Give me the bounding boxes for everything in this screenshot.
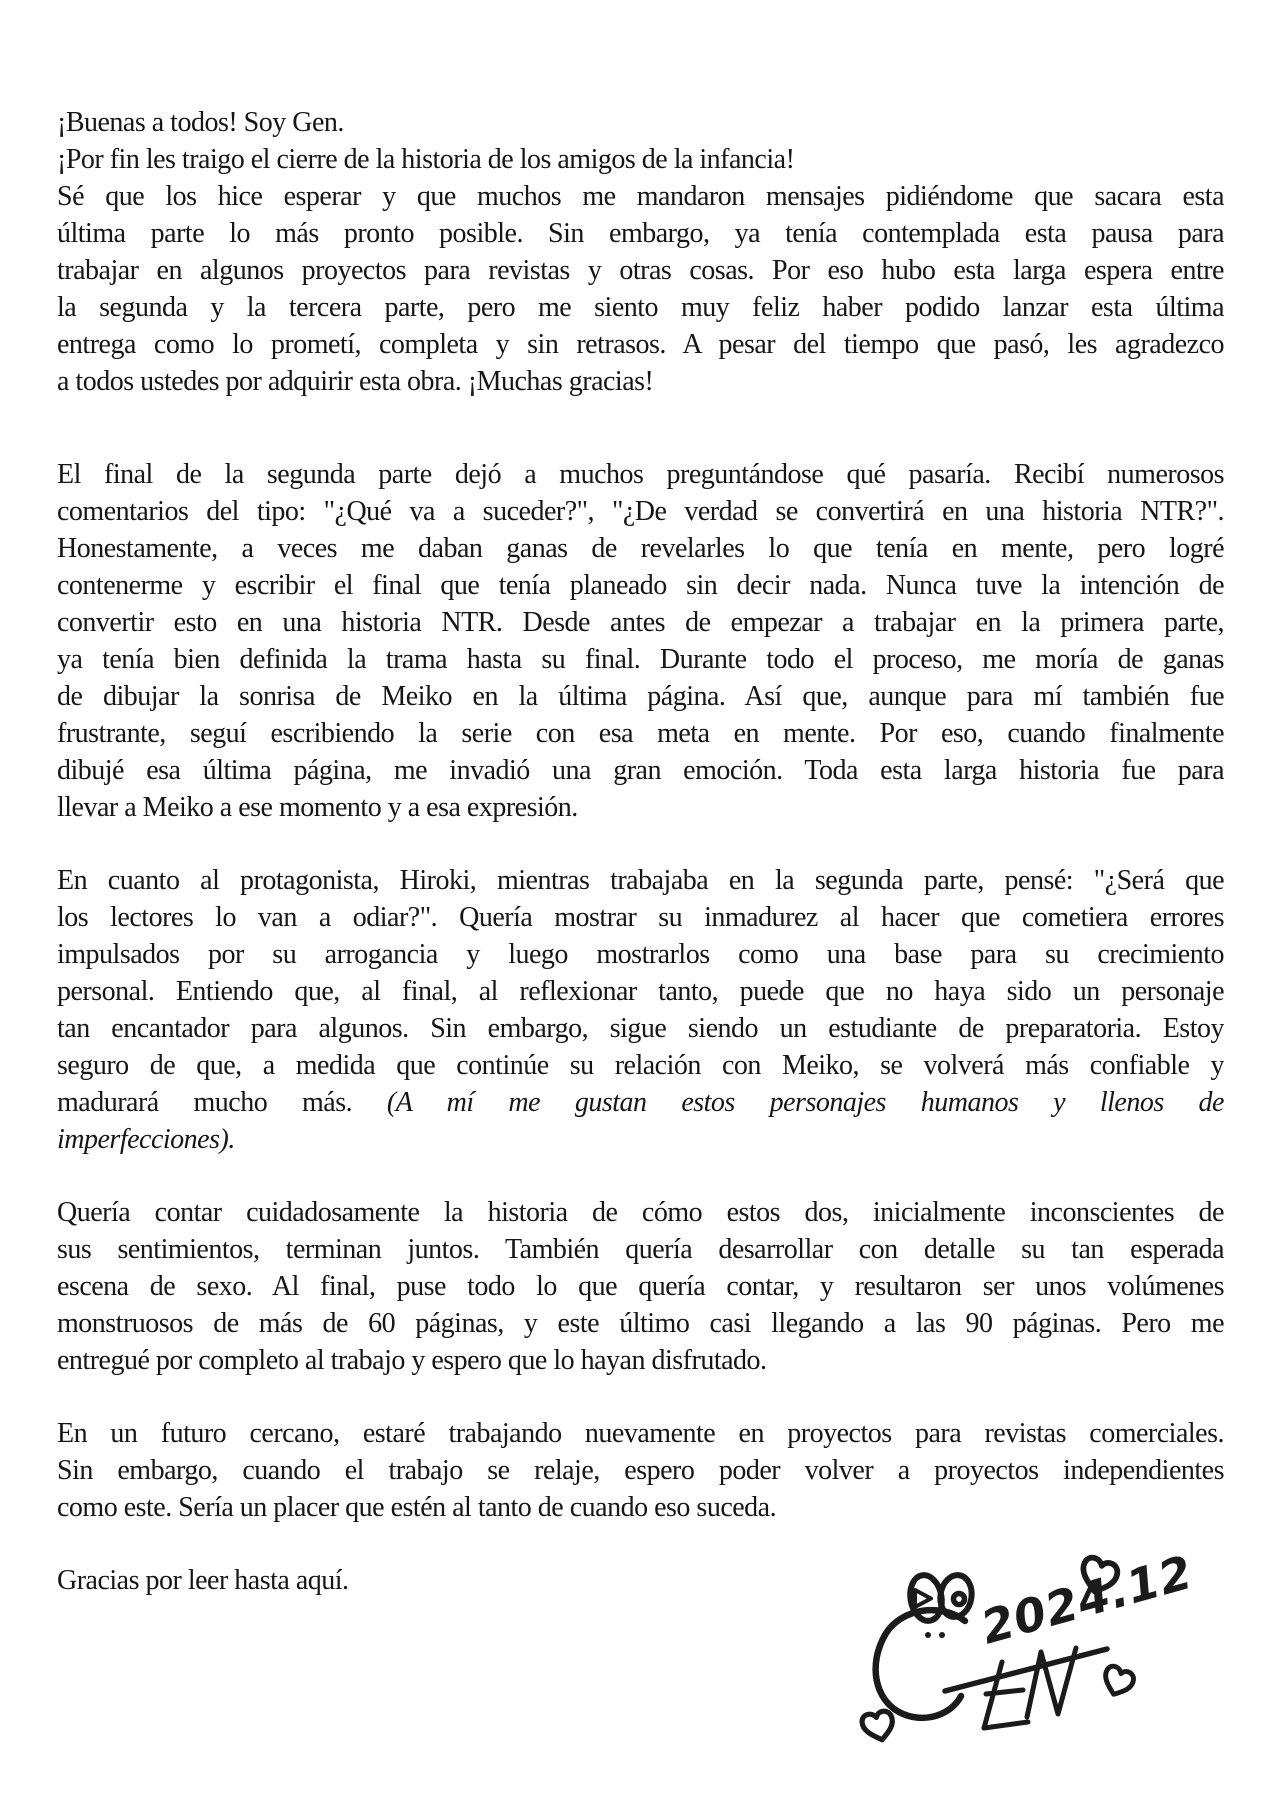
- text-run: madurará mucho más.: [57, 1087, 387, 1118]
- text-line: [57, 1489, 1224, 1526]
- text-run: personal. Entiendo que, al final, al reflexionar tanto, puede que no haya sido un personaje: [57, 976, 1224, 1007]
- text-line: [57, 1047, 1224, 1084]
- text-line: [57, 104, 1224, 141]
- text-line: [57, 1194, 1224, 1231]
- text-line: [57, 252, 1224, 289]
- text-run: ¡Por fin les traigo el cierre de la historia de los amigos de la infancia!: [57, 144, 795, 175]
- text-run: a todos ustedes por adquirir esta obra. ¡Muchas gracias!: [57, 366, 654, 397]
- text-line: [57, 1342, 1224, 1379]
- text-run-italic: imperfecciones).: [57, 1124, 235, 1155]
- text-run: contenerme y escribir el final que tenía planeado sin decir nada. Nunca tuve la intención de: [57, 570, 1224, 601]
- text-line: [57, 326, 1224, 363]
- text-line: [57, 178, 1224, 215]
- text-line: [57, 1231, 1224, 1268]
- text-line: [57, 567, 1224, 604]
- text-line: [57, 789, 1224, 826]
- text-run: En un futuro cercano, estaré trabajando nuevamente en proyectos para revistas comerciales.: [57, 1418, 1224, 1449]
- signature-crossbar-stroke: [945, 1649, 1107, 1691]
- text-run: comentarios del tipo: "¿Qué va a suceder?", "¿De verdad se convertirá en una historia NTR?".: [57, 496, 1224, 527]
- text-run: Quería contar cuidadosamente la historia de cómo estos dos, inicialmente inconscientes de: [57, 1197, 1224, 1228]
- paragraph-3: [57, 862, 1224, 1158]
- text-line: [57, 641, 1224, 678]
- paragraph-2: [57, 456, 1224, 826]
- text-run: tan encantador para algunos. Sin embargo, sigue siendo un estudiante de preparatoria. Estoy: [57, 1013, 1224, 1044]
- text-run-italic: (A mí me gustan estos personajes humanos y llenos de: [386, 1087, 1224, 1118]
- frog-head-g-curve: [876, 1610, 965, 1718]
- text-line: [57, 862, 1224, 899]
- text-run: convertir esto en una historia NTR. Desde antes de empezar a trabajar en la primera parte,: [57, 607, 1224, 638]
- text-line: [57, 678, 1224, 715]
- text-line: [57, 1305, 1224, 1342]
- text-run: Gracias por leer hasta aquí.: [57, 1565, 349, 1596]
- text-run: trabajar en algunos proyectos para revistas y otras cosas. Por eso hubo esta larga espera entre: [57, 255, 1224, 286]
- artist-signature: [795, 1545, 1215, 1780]
- heart-icon: [861, 1710, 896, 1743]
- text-line: [57, 604, 1224, 641]
- frog-eye-dot: [925, 1632, 931, 1638]
- text-line: [57, 752, 1224, 789]
- text-line: [57, 973, 1224, 1010]
- text-line: [57, 1415, 1224, 1452]
- text-run: Honestamente, a veces me daban ganas de revelarles lo que tenía en mente, pero logré: [57, 533, 1224, 564]
- text-run: seguro de que, a medida que continúe su relación con Meiko, se volverá más confiable y: [57, 1050, 1224, 1081]
- text-run: como este. Sería un placer que estén al tanto de cuando eso suceda.: [57, 1492, 777, 1523]
- text-run: los lectores lo van a odiar?". Quería mostrar su inmadurez al hacer que cometiera errores: [57, 902, 1224, 933]
- text-run: escena de sexo. Al final, puse todo lo que quería contar, y resultaron ser unos volúmenes: [57, 1271, 1224, 1302]
- text-line: [57, 289, 1224, 326]
- text-line: [57, 715, 1224, 752]
- signature-date: 2024.12: [975, 1545, 1199, 1655]
- text-run: ya tenía bien definida la trama hasta su final. Durante todo el proceso, me moría de ganas: [57, 644, 1224, 675]
- text-run: entregué por completo al trabajo y espero que lo hayan disfrutado.: [57, 1345, 767, 1376]
- text-run: llevar a Meiko a ese momento y a esa expresión.: [57, 792, 578, 823]
- frog-left-pupil-triangle: [915, 1590, 931, 1607]
- text-run: Sin embargo, cuando el trabajo se relaje, espero poder volver a proyectos independientes: [57, 1455, 1224, 1486]
- text-run: impulsados por su arrogancia y luego mostrarlos como una base para su crecimiento: [57, 939, 1224, 970]
- frog-right-pupil-ring: [954, 1594, 965, 1605]
- text-line: [57, 1121, 1224, 1158]
- text-line: [57, 1010, 1224, 1047]
- heart-icon: [1099, 1664, 1135, 1699]
- text-run: la segunda y la tercera parte, pero me siento muy feliz haber podido lanzar esta última: [57, 292, 1224, 323]
- paragraph-4: [57, 1194, 1224, 1379]
- text-line: [57, 530, 1224, 567]
- letter-e-midbar: [986, 1690, 1023, 1694]
- letter-e-bottombar: [984, 1722, 1028, 1728]
- text-run: última parte lo más pronto posible. Sin embargo, ya tenía contemplada esta pausa para: [57, 218, 1224, 249]
- text-line: [57, 1452, 1224, 1489]
- paragraph-1: [57, 104, 1224, 400]
- text-run: Sé que los hice esperar y que muchos me mandaron mensajes pidiéndome que sacara esta: [57, 181, 1224, 212]
- text-run: entrega como lo prometí, completa y sin retrasos. A pesar del tiempo que pasó, les agradezco: [57, 329, 1224, 360]
- text-line: [57, 493, 1224, 530]
- text-run: monstruosos de más de 60 páginas, y este último casi llegando a las 90 páginas. Pero me: [57, 1308, 1224, 1339]
- text-line: [57, 215, 1224, 252]
- text-run: El final de la segunda parte dejó a muchos preguntándose qué pasaría. Recibí numerosos: [57, 459, 1224, 490]
- text-line: [57, 899, 1224, 936]
- paragraph-5: [57, 1415, 1224, 1526]
- frog-eye-dot: [939, 1632, 945, 1638]
- text-run: dibujé esa última página, me invadió una gran emoción. Toda esta larga historia fue para: [57, 755, 1224, 786]
- text-run: sus sentimientos, terminan juntos. También quería desarrollar con detalle su tan esperada: [57, 1234, 1224, 1265]
- text-line: [57, 1084, 1224, 1121]
- text-run: frustrante, seguí escribiendo la serie con esa meta en mente. Por eso, cuando finalmente: [57, 718, 1224, 749]
- text-run: de dibujar la sonrisa de Meiko en la última página. Así que, aunque para mí también fue: [57, 681, 1224, 712]
- text-line: [57, 936, 1224, 973]
- artist-signature-doodle: [795, 1545, 1215, 1780]
- text-line: [57, 1268, 1224, 1305]
- text-line: [57, 456, 1224, 493]
- text-line: [57, 363, 1224, 400]
- text-run: En cuanto al protagonista, Hiroki, mientras trabajaba en la segunda parte, pensé: "¿Será que: [57, 865, 1224, 896]
- text-line: [57, 141, 1224, 178]
- text-run: ¡Buenas a todos! Soy Gen.: [57, 107, 344, 138]
